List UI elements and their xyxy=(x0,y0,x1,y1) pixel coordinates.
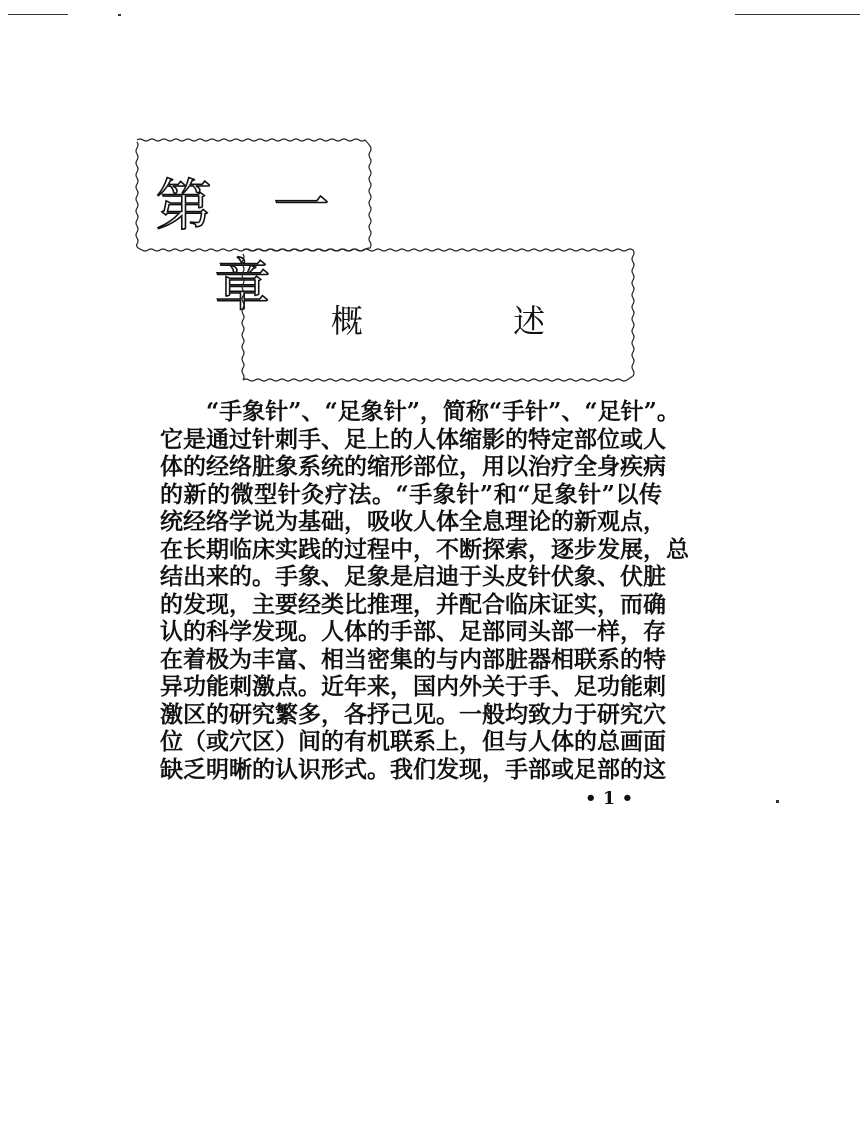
chapter-label: 第 一 章 xyxy=(155,174,352,319)
body-line: 认的科学发现。人体的手部、足部同头部一样，存 xyxy=(160,618,666,645)
scan-mark xyxy=(8,14,68,15)
body-line: 异功能刺激点。近年来，国内外关于手、足功能刺 xyxy=(160,673,666,700)
body-text xyxy=(160,398,689,783)
scan-mark xyxy=(735,14,860,15)
body-line: 结出来的。手象、足象是启迪于头皮针伏象、伏脏 xyxy=(160,563,666,590)
scan-mark xyxy=(776,800,779,803)
section-title: 概 述 xyxy=(330,302,616,340)
body-line: “手象针”、“足象针”，简称“手针”、“足针”。 xyxy=(206,398,680,425)
page-number: • 1 • xyxy=(585,788,634,809)
body-line: 它是通过针刺手、足上的人体缩影的特定部位或人 xyxy=(160,425,666,453)
body-line: 激区的研究繁多，各抒己见。一般均致力于研究穴 xyxy=(160,700,666,728)
body-line: 在着极为丰富、相当密集的与内部脏器相联系的特 xyxy=(160,645,666,673)
chapter-heading-box xyxy=(137,140,370,319)
body-line: 的发现，主要经类比推理，并配合临床证实，而确 xyxy=(160,590,666,618)
body-line: 体的经络脏象系统的缩形部位，用以治疗全身疾病 xyxy=(160,453,666,480)
body-line: 位（或穴区）间的有机联系上，但与人体的总画面 xyxy=(160,728,666,755)
body-line: 在长期临床实践的过程中，不断探索，逐步发展，总 xyxy=(160,535,689,563)
body-line: 统经络学说为基础，吸收人体全息理论的新观点， xyxy=(160,508,666,535)
body-line: 缺乏明晰的认识形式。我们发现，手部或足部的这 xyxy=(160,755,666,783)
body-line: 的新的微型针灸疗法。“手象针”和“足象针”以传 xyxy=(160,480,662,508)
section-title-box xyxy=(243,250,633,380)
scan-mark xyxy=(118,14,121,16)
